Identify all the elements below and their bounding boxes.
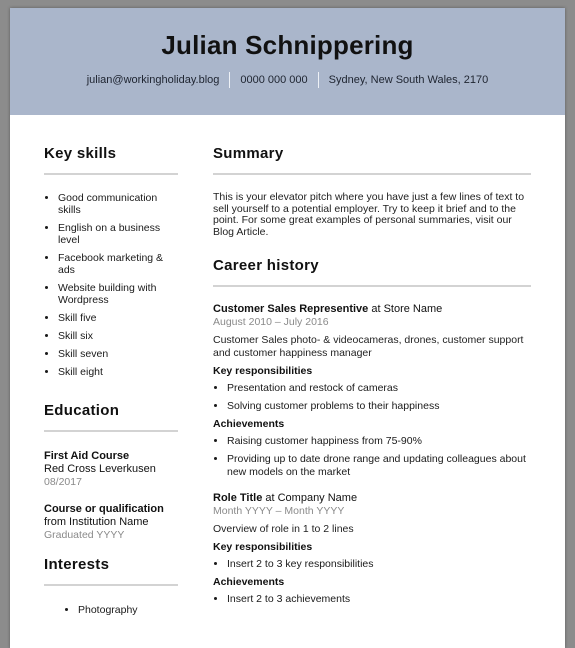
education-institution: Red Cross Leverkusen [44, 463, 156, 475]
section-divider [213, 173, 531, 175]
achievements-list [213, 435, 531, 479]
skill-item: • Good communication skills [58, 192, 178, 216]
responsibilities-label: Key responsibilities [213, 541, 313, 553]
achievements-label: Achievements [213, 418, 285, 430]
job-title-line [213, 303, 531, 316]
job-description: Overview of role in 1 to 2 lines [213, 523, 354, 535]
job-dates: Month YYYY – Month YYYY [213, 505, 345, 517]
summary-heading: Summary [213, 145, 284, 162]
section-divider [44, 173, 178, 175]
key-skills-heading: Key skills [44, 145, 117, 162]
interests-list [44, 604, 178, 617]
section-divider [44, 584, 178, 586]
resume-header [10, 8, 565, 115]
skill-item: • Facebook marketing & ads [58, 252, 178, 276]
responsibility-item: • Insert 2 to 3 key responsibilities [227, 558, 531, 571]
skill-item: • Skill eight [58, 366, 178, 378]
job-company: at Store Name [371, 303, 443, 315]
job-description: Customer Sales photo- & videocameras, drones, customer support and customer happiness manager [213, 334, 524, 359]
skill-item: • Website building with Wordpress [58, 282, 178, 306]
achievement-item: • Insert 2 to 3 achievements [227, 593, 531, 606]
responsibilities-list [213, 558, 531, 571]
job-entry [213, 492, 531, 606]
job-company: at Company Name [265, 492, 358, 504]
skill-item: • Skill five [58, 312, 178, 324]
job-dates: August 2010 – July 2016 [213, 316, 329, 328]
education-title: First Aid Course [44, 450, 130, 462]
responsibility-item: • Presentation and restock of cameras [227, 382, 531, 395]
contact-phone: 0000 000 000 [240, 74, 308, 86]
left-column [44, 145, 178, 617]
job-role: Role Title [213, 492, 263, 504]
contact-bar [10, 72, 565, 88]
achievements-label: Achievements [213, 576, 285, 588]
career-history-heading: Career history [213, 257, 319, 274]
responsibilities-label: Key responsibilities [213, 365, 313, 377]
education-heading: Education [44, 402, 120, 419]
education-institution: from Institution Name [44, 516, 149, 528]
interests-heading: Interests [44, 556, 110, 573]
candidate-name: Julian Schnippering [161, 30, 414, 60]
job-title-line [213, 492, 531, 505]
interest-item: • Photography [78, 604, 178, 617]
responsibilities-list [213, 382, 531, 413]
summary-text: This is your elevator pitch where you have just a few lines of text to sell yourself to a potential employer. Try to keep it brief and to the point. For some great examples of personal summaries, visit our Blog Article. [213, 191, 525, 238]
education-date: Graduated YYYY [44, 529, 125, 541]
responsibility-item: • Solving customer problems to their happiness [227, 400, 531, 413]
education-date: 08/2017 [44, 476, 82, 488]
skills-list [44, 192, 178, 378]
section-divider [44, 430, 178, 432]
contact-email[interactable]: julian@workingholiday.blog [86, 74, 220, 86]
job-entry [213, 303, 531, 479]
skill-item: • Skill seven [58, 348, 178, 360]
achievement-item: • Providing up to date drone range and updating colleagues about new models on the market [227, 453, 531, 479]
resume-page [10, 8, 565, 648]
skill-item: • Skill six [58, 330, 178, 342]
skill-item: • English on a business level [58, 222, 178, 246]
education-list [44, 450, 178, 542]
job-role: Customer Sales Representive [213, 303, 369, 315]
section-divider [213, 285, 531, 287]
education-entry [44, 450, 178, 489]
right-column [213, 145, 531, 611]
achievement-item: • Raising customer happiness from 75-90% [227, 435, 531, 448]
education-title: Course or qualification [44, 503, 164, 515]
contact-location: Sydney, New South Wales, 2170 [328, 74, 489, 86]
education-entry [44, 503, 178, 542]
achievements-list [213, 593, 531, 606]
